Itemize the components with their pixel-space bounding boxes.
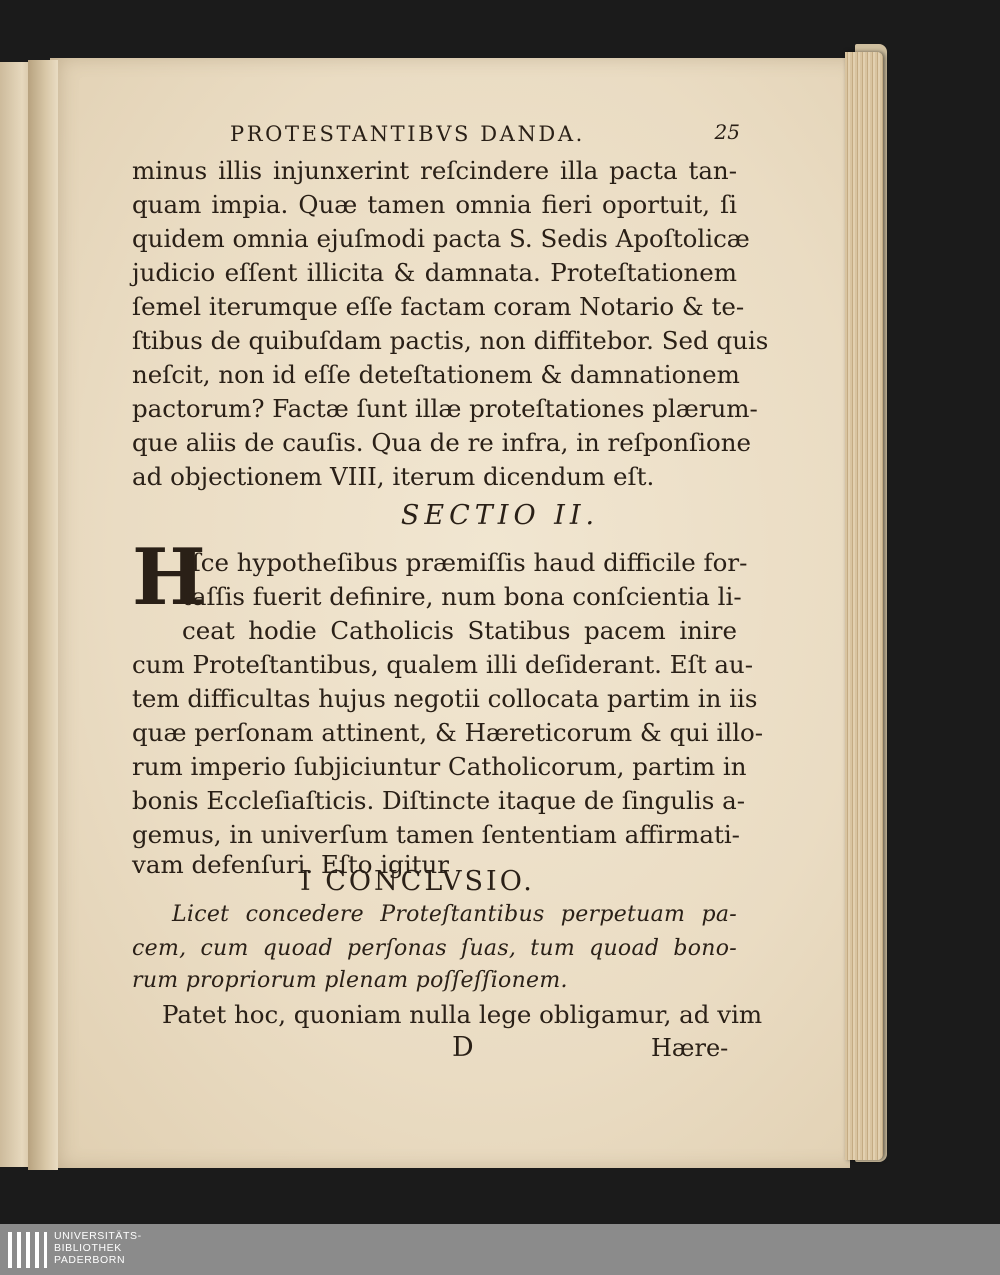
page-fore-edge xyxy=(845,52,883,1160)
text-line: taſſis fuerit definire, num bona conſcientia li- xyxy=(182,582,742,611)
text-line: neſcit, non id eſſe deteſtationem & damnationem xyxy=(132,360,740,389)
logo-line: UNIVERSITÄTS- xyxy=(54,1230,142,1242)
catchword: Hære- xyxy=(651,1034,729,1062)
page-number: 25 xyxy=(714,120,740,144)
text-line: cum Proteſtantibus, qualem illi deſiderant. Eſt au- xyxy=(132,650,753,679)
text-line: quam impia. Quæ tamen omnia fieri oportuit, ſi xyxy=(132,190,737,219)
text-line: vam defenſuri. Eſto igitur xyxy=(132,850,449,879)
text-line: gemus, in univerſum tamen ſententiam affirmati- xyxy=(132,820,740,849)
text-line: ſemel iterumque eſſe factam coram Notario & te- xyxy=(132,292,745,321)
library-footer-bar xyxy=(0,1224,1000,1275)
thesis-line: Licet concedere Proteſtantibus perpetuam pa- xyxy=(172,902,737,927)
text-line: ad objectionem VIII, iterum dicendum eſt. xyxy=(132,462,655,491)
conclusio-heading: I CONCLVSIO. xyxy=(300,866,535,897)
text-line: que aliis de cauſis. Qua de re infra, in reſponſione xyxy=(132,428,751,457)
section-title: SECTIO II. xyxy=(400,500,600,531)
thesis-line: cem, cum quoad perſonas ſuas, tum quoad bono- xyxy=(132,936,737,961)
running-head-title: PROTESTANTIBVS DANDA. xyxy=(230,122,585,146)
library-logo-text xyxy=(54,1230,142,1266)
text-line: quæ perſonam attinent, & Hæreticorum & qui illo- xyxy=(132,718,764,747)
logo-line: PADERBORN xyxy=(54,1254,126,1266)
text-line: Patet hoc, quoniam nulla lege obligamur, ad vim xyxy=(162,1000,763,1029)
library-logo-icon xyxy=(8,1232,48,1268)
text-line: rum imperio ſubjiciuntur Catholicorum, partim in xyxy=(132,752,747,781)
thesis-line: rum propriorum plenam poſſeſſionem. xyxy=(132,968,568,993)
page-gutter xyxy=(28,60,58,1170)
text-line: bonis Eccleſiaſticis. Diſtincte itaque de ſingulis a- xyxy=(132,786,745,815)
text-line: ceat hodie Catholicis Statibus pacem inire xyxy=(182,616,737,645)
text-line: judicio eſſent illicita & damnata. Proteſtationem xyxy=(132,258,737,287)
drop-cap: H xyxy=(132,532,206,623)
text-line: minus illis injunxerint reſcindere illa pacta tan- xyxy=(132,156,737,185)
text-line: ſtibus de quibuſdam pactis, non diffitebor. Sed quis xyxy=(132,326,769,355)
signature-mark: D xyxy=(452,1032,474,1063)
logo-line: BIBLIOTHEK xyxy=(54,1242,122,1254)
text-line: tem difficultas hujus negotii collocata partim in iis xyxy=(132,684,758,713)
text-line: quidem omnia ejuſmodi pacta S. Sedis Apoſtolicæ xyxy=(132,224,750,253)
text-line: Iſce hypotheſibus præmiſſis haud difficile for- xyxy=(182,548,748,577)
running-head xyxy=(230,118,740,152)
text-line: pactorum? Factæ ſunt illæ proteſtationes plærum- xyxy=(132,394,758,423)
